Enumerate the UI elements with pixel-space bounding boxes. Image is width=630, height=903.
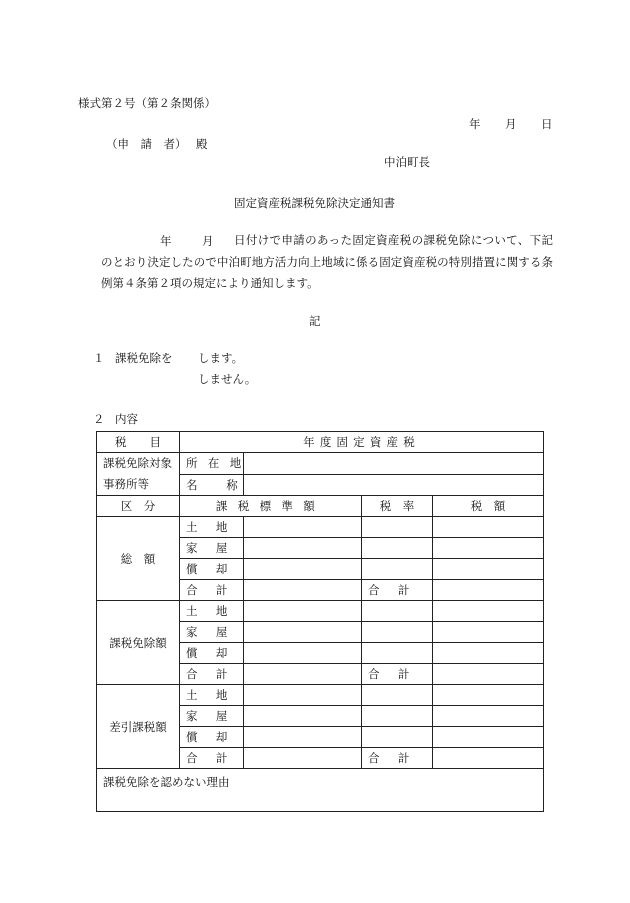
base-amount-cell[interactable] xyxy=(244,538,362,559)
body-date-year: 年 xyxy=(160,234,172,248)
base-amount-cell[interactable] xyxy=(244,727,362,748)
date-month-label: 月 xyxy=(505,117,517,131)
rate-cell[interactable] xyxy=(362,727,433,748)
rate-header: 税 率 xyxy=(362,496,433,517)
tax-table xyxy=(96,431,544,812)
category-header: 区 分 xyxy=(97,496,180,517)
amount-cell[interactable] xyxy=(433,559,544,580)
rate-cell[interactable] xyxy=(362,559,433,580)
reason-label: 課税免除を認めない理由 xyxy=(97,769,544,812)
row-label-sum: 合計 xyxy=(180,580,244,601)
base-amount-cell[interactable] xyxy=(244,559,362,580)
base-amount-cell[interactable] xyxy=(244,643,362,664)
base-amount-cell[interactable] xyxy=(244,685,362,706)
applicant-label: （申 請 者） xyxy=(106,137,187,151)
item1-number: １ xyxy=(93,351,105,365)
base-amount-header: 課税標準額 xyxy=(180,496,362,517)
amount-cell[interactable] xyxy=(433,748,544,769)
amount-cell[interactable] xyxy=(433,685,544,706)
applicant-honorific: 殿 xyxy=(196,137,208,151)
row-label-building: 家屋 xyxy=(180,622,244,643)
row-label-land: 土地 xyxy=(180,685,244,706)
tax-item-value: 年度固定資産税 xyxy=(180,432,544,453)
rate-cell[interactable] xyxy=(362,601,433,622)
row-label-land: 土地 xyxy=(180,517,244,538)
group-label-exemption: 課税免除額 xyxy=(97,601,180,685)
rate-sum-label: 合計 xyxy=(362,664,433,685)
row-label-sum: 合計 xyxy=(180,748,244,769)
rate-cell[interactable] xyxy=(362,706,433,727)
rate-cell[interactable] xyxy=(362,622,433,643)
item2-number: ２ xyxy=(93,412,105,426)
amount-cell[interactable] xyxy=(433,601,544,622)
amount-cell[interactable] xyxy=(433,517,544,538)
row-label-sum: 合計 xyxy=(180,664,244,685)
row-label-building: 家屋 xyxy=(180,538,244,559)
body-text: 日付けで申請のあった固定資産税の課税免除について、下記のとおり決定したので中泊町地方活力向上地域に係る固定資産税の特別措置に関する条例第４条第２項の規定により通知します。 xyxy=(101,233,553,290)
group-label-net: 差引課税額 xyxy=(97,685,180,769)
rate-cell[interactable] xyxy=(362,517,433,538)
base-amount-cell[interactable] xyxy=(244,622,362,643)
name-label: 名称 xyxy=(180,474,244,496)
item1-label: 課税免除を xyxy=(115,351,173,365)
rate-cell[interactable] xyxy=(362,538,433,559)
rate-cell[interactable] xyxy=(362,643,433,664)
name-value[interactable] xyxy=(244,474,544,496)
item1-option-do: します。 xyxy=(198,351,244,365)
base-amount-cell[interactable] xyxy=(244,664,362,685)
row-label-depreciable: 償却 xyxy=(180,559,244,580)
amount-cell[interactable] xyxy=(433,622,544,643)
amount-cell[interactable] xyxy=(433,706,544,727)
amount-cell[interactable] xyxy=(433,643,544,664)
row-label-building: 家屋 xyxy=(180,706,244,727)
amount-cell[interactable] xyxy=(433,664,544,685)
date-day-label: 日 xyxy=(541,117,553,131)
base-amount-cell[interactable] xyxy=(244,706,362,727)
location-value[interactable] xyxy=(244,453,544,475)
document-title: 固定資産税課税免除決定通知書 xyxy=(234,196,395,210)
rate-cell[interactable] xyxy=(362,685,433,706)
amount-cell[interactable] xyxy=(433,538,544,559)
base-amount-cell[interactable] xyxy=(244,601,362,622)
base-amount-cell[interactable] xyxy=(244,748,362,769)
base-amount-cell[interactable] xyxy=(244,517,362,538)
row-label-depreciable: 償却 xyxy=(180,643,244,664)
issuer: 中泊町長 xyxy=(384,155,430,169)
group-label-total: 総 額 xyxy=(97,517,180,601)
ki-heading: 記 xyxy=(309,314,321,328)
target-office-label: 課税免除対象事務所等 xyxy=(97,453,180,496)
amount-header: 税 額 xyxy=(433,496,544,517)
date-year-label: 年 xyxy=(469,117,481,131)
form-number: 様式第２号（第２条関係） xyxy=(78,96,216,110)
body-date-month: 月 xyxy=(202,234,214,248)
tax-item-label: 税 目 xyxy=(97,432,180,453)
amount-cell[interactable] xyxy=(433,727,544,748)
item1-option-do-not: しません。 xyxy=(198,372,257,386)
row-label-depreciable: 償却 xyxy=(180,727,244,748)
rate-sum-label: 合計 xyxy=(362,748,433,769)
location-label: 所在地 xyxy=(180,453,244,475)
item2-label: 内容 xyxy=(115,412,138,426)
rate-sum-label: 合計 xyxy=(362,580,433,601)
amount-cell[interactable] xyxy=(433,580,544,601)
row-label-land: 土地 xyxy=(180,601,244,622)
base-amount-cell[interactable] xyxy=(244,580,362,601)
